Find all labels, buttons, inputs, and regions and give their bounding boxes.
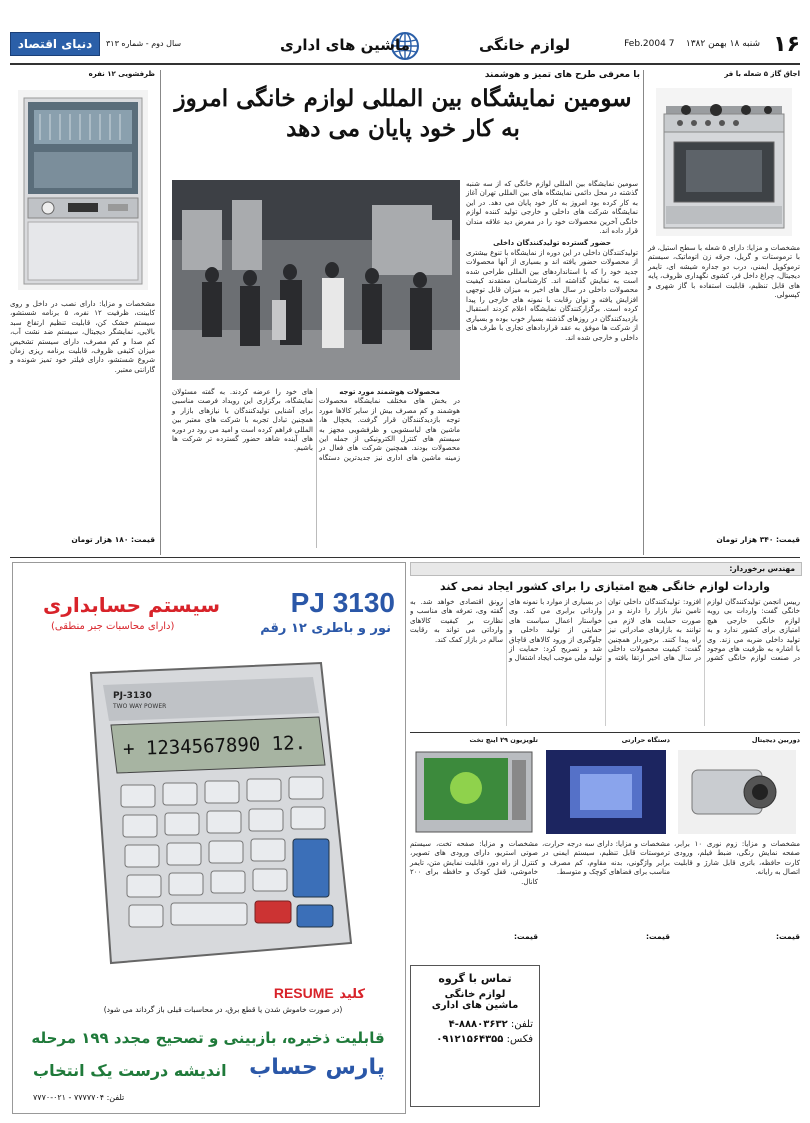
camera-photo <box>678 750 796 834</box>
resume-note: (در صورت خاموش شدن یا قطع برق، در محاسبات قبلی باز گرداند می شود) <box>103 1005 343 1014</box>
product-price: قیمت: ۳۴۰ هزار تومان <box>716 535 800 544</box>
cooker-photo <box>656 88 792 236</box>
contact-fax: فکس: ۰۹۱۲۱۵۶۴۳۵۵ <box>436 1034 533 1045</box>
product-title: اجاق گاز ۵ شعله با فر <box>724 70 800 78</box>
article2-kicker-bar: مهندس برخوردار: <box>410 562 802 576</box>
section-office-machines: ماشین های اداری <box>280 36 410 54</box>
date-fa: شنبه ۱۸ بهمن ۱۳۸۲ <box>685 39 760 49</box>
section-title <box>280 34 570 60</box>
calculator-sub: TWO WAY POWER <box>113 703 167 710</box>
article2-body: رییس انجمن تولیدکنندگان لوازم خانگی گفت: واردات بی رویه لوازم خانگی خارجی هیچ امتیازی برای کشور ندارد و به تولید داخلی ضربه می زند. وی با اشاره به ظرفیت های موجود در صنعت لوازم خانگی کشور افزود: تولیدکنندگان داخلی توان تامین نیاز بازار را دارند و در صورت حمایت های لازم می توانند به بازارهای صادراتی نیز راه پیدا کنند. برخوردار همچنین گفت: کیفیت محصولات داخلی در سال های اخیر ارتقا یافته و در بسیاری از موارد با نمونه های وارداتی برابری می کند. وی خواستار اعمال سیاست های حمایتی از تولید داخلی و جلوگیری از ورود کالاهای قاچاق شد و تصریح کرد: حمایت از تولید ملی موجب ایجاد اشتغال و رونق اقتصادی خواهد شد. به گفته وی، تعرفه های مناسب و نظارت بر کیفیت کالاهای وارداتی می تواند به رقابت سالم در بازار کمک کند. <box>410 598 800 663</box>
ad-features: قابلیت ذخیره، بازبینی و تصحیح مجدد ۱۹۹ مرحله <box>31 1029 385 1047</box>
ad-slogan: اندیشه درست یک انتخاب <box>33 1061 227 1080</box>
article-body-2: در بخش های مختلف نمایشگاه محصولات هوشمند و کم مصرف بیش از سایر کالاها مورد توجه بازدیدکنندگان قرار گرفت. یخچال ها، ماشین های لباسشویی و ظرفشویی مجهز به سیستم های کنترل الکترونیکی از جمله این محصولات بودند. همچنین شرکت های فعال در زمینه ماشین های اداری نیز جدیدترین دستگاه های خود را عرضه کردند. به گفته مسئولان نمایشگاه، برگزاری این رویداد فرصت مناسبی برای آشنایی تولیدکنندگان با نیازهای بازار و همچنین تبادل تجربه با شرکت های معتبر بین المللی فراهم کرده است و امید می رود در دوره های آینده شاهد حضور گسترده تر شرکت ها باشیم. <box>172 388 460 462</box>
date-en: 7 Feb.2004 <box>624 39 675 49</box>
product-camera <box>674 736 800 956</box>
product-price: قیمت: <box>514 932 538 941</box>
contact-group1: لوازم خانگی <box>444 989 506 1000</box>
article-subhead-1: حضور گسترده تولیدکنندگان داخلی <box>493 239 611 248</box>
ad-phone: تلفن: ۷۷۷۷۷۰۴ - ۰۲۱-۷۷۷۰ <box>33 1093 125 1102</box>
article-kicker: با معرفی طرح های تمیز و هوشمند <box>484 70 640 80</box>
calculator-label: PJ-3130 <box>113 691 152 701</box>
product-title: دوربین دیجیتال <box>751 736 800 744</box>
contact-group2: ماشین های اداری <box>431 1000 519 1011</box>
calculator-display: + 1234567890 12. <box>122 731 307 761</box>
calculator-ad[interactable] <box>12 562 406 1114</box>
ad-subtitle: نور و باطری ۱۲ رقم <box>260 621 391 636</box>
article-body-lower <box>172 388 460 548</box>
product-title: ظرفشویی ۱۲ نفره <box>88 70 155 78</box>
article-subhead-2: محصولات هوشمند مورد توجه <box>339 388 440 396</box>
ad-brand: پارس حساب <box>249 1055 385 1080</box>
contact-tel: تلفن: ۸۸۸۰۳۶۳۲-۴ <box>448 1019 533 1030</box>
product-caption: مشخصات و مزایا: دارای ۵ شعله با سطح استیل، فر با ترموستات و گریل، جرقه زن اتوماتیک، سیستم ترموکوپل ایمنی، درب دو جداره شیشه ای، تایمر دیجیتال، چراغ داخل فر، کشوی نگهداری ظروف، پایه های قابل تنظیم، قابلیت استفاده با گاز شهری و کپسولی. <box>648 244 800 300</box>
product-cooker <box>648 70 800 550</box>
contact-title: تماس با گروه <box>438 972 512 985</box>
article-lead: سومین نمایشگاه بین المللی لوازم خانگی که از سه شنبه گذشته در محل دائمی نمایشگاه های بین المللی تهران آغاز به کار کرده بود امروز به کار خود پایان می دهد. در این نمایشگاه شرکت های داخلی و خارجی تولید کننده لوازم خانگی آخرین محصولات خود را در معرض دید علاقه مندان قرار داده اند. حضور گسترده تولیدکنندگان داخلی تولیدکنندگان داخلی در این دوره از نمایشگاه با تنوع بیشتری از محصولات حضور یافته اند و بسیاری از آنها محصولات جدید خود را که با استانداردهای بین المللی طراحی شده است به نمایش گذاشته اند. کارشناسان معتقدند کیفیت محصولات داخلی در سال های اخیر به میزان قابل توجهی افزایش یافته و توان رقابت با نمونه های خارجی را پیدا کرده است. برگزارکنندگان نمایشگاه اعلام کردند استقبال بازدیدکنندگان در روزهای گذشته بسیار خوب بوده و بسیاری از شرکت ها موفق به عقد قراردادهای تجاری با طرف های داخلی و خارجی شده اند. <box>466 180 638 342</box>
calculator-image <box>51 653 371 973</box>
exhibition-photo <box>172 180 460 380</box>
product-caption: مشخصات و مزایا: زوم نوری ۱۰ برابر، صفحه نمایش رنگی، ضبط فیلم، ورودی کارت حافظه، باتری قابل شارژ و قابلیت اتصال به رایانه. <box>674 840 801 877</box>
article2-headline: واردات لوازم خانگی هیچ امتیازی را برای کشور ایجاد نمی کند <box>440 580 770 593</box>
page-header <box>10 30 800 62</box>
issue-number: سال دوم - شماره ۳۱۳ <box>106 39 182 48</box>
issue-date <box>624 39 760 49</box>
product-price: قیمت: <box>646 932 670 941</box>
product-caption: مشخصات و مزایا: صفحه تخت، سیستم صوتی استریو، دارای ورودی های تصویر، کنترل از راه دور، قابلیت نمایش متن، تایمر خاموشی، قفل کودک و حافظه برای ۲۰۰ کانال. <box>410 840 538 886</box>
product-caption: مشخصات و مزایا: دارای نصب در داخل و روی کابینت، ظرفیت ۱۲ نفره، ۵ برنامه شستشو، سیستم خشک کن، قابلیت تنظیم ارتفاع سبد بالایی، نمایشگر دیجیتال، سیستم ضد نشت آب، کم صدا و کم مصرف، دارای سیستم تشخیص میزان کثیفی ظروف، قابلیت برنامه ریزی زمان شروع شستشو، دارای فیلتر خود تمیز شونده و گارانتی معتبر. <box>10 300 155 374</box>
section-home-appliances: لوازم خانگی <box>478 36 570 54</box>
product-dishwasher <box>10 70 155 550</box>
product-heater <box>542 736 670 956</box>
heater-photo <box>546 750 666 834</box>
product-tv <box>410 736 538 956</box>
product-price: قیمت: <box>776 932 800 941</box>
page-number: ۱۶ <box>773 32 800 57</box>
newspaper-logo: دنیای اقتصاد <box>10 32 100 56</box>
ad-model: PJ 3130 <box>290 587 395 618</box>
product-title: تلویزیون ۲۹ اینچ تخت <box>469 736 538 744</box>
dishwasher-photo <box>18 90 148 290</box>
product-caption: مشخصات و مزایا: دارای سه درجه حرارت، ترموستات قابل تنظیم، سیستم ایمنی در برابر واژگونی، بدنه مقاوم، کم مصرف و مناسب برای فضاهای کوچک و متوسط. <box>542 840 670 877</box>
ad-system-sub: (دارای محاسبات جبر منطقی) <box>51 621 175 632</box>
tv-photo <box>414 750 534 834</box>
ad-system: سیستم حسابداری <box>43 593 221 617</box>
contact-box <box>410 965 540 1107</box>
product-price: قیمت: ۱۸۰ هزار تومان <box>71 535 155 544</box>
article-body-1: تولیدکنندگان داخلی در این دوره از نمایشگاه با تنوع بیشتری از محصولات حضور یافته اند و بسیاری از آنها محصولات جدید خود را که با استانداردهای بین المللی طراحی شده است به نمایش گذاشته اند. کارشناسان معتقدند کیفیت محصولات داخلی در سال های اخیر به میزان قابل توجهی افزایش یافته و توان رقابت با نمونه های خارجی را پیدا کرده است. برگزارکنندگان نمایشگاه اعلام کردند استقبال بازدیدکنندگان در روزهای گذشته بسیار خوب بوده و بسیاری از شرکت ها موفق به عقد قراردادهای تجاری با طرف های داخلی و خارجی شده اند. <box>466 248 638 342</box>
resume-key: کلید RESUME <box>273 985 365 1002</box>
article-headline: سومین نمایشگاه بین المللی لوازم خانگی امروز به کار خود پایان می دهد <box>174 85 632 142</box>
product-title: دستگاه حرارتی <box>621 736 670 744</box>
